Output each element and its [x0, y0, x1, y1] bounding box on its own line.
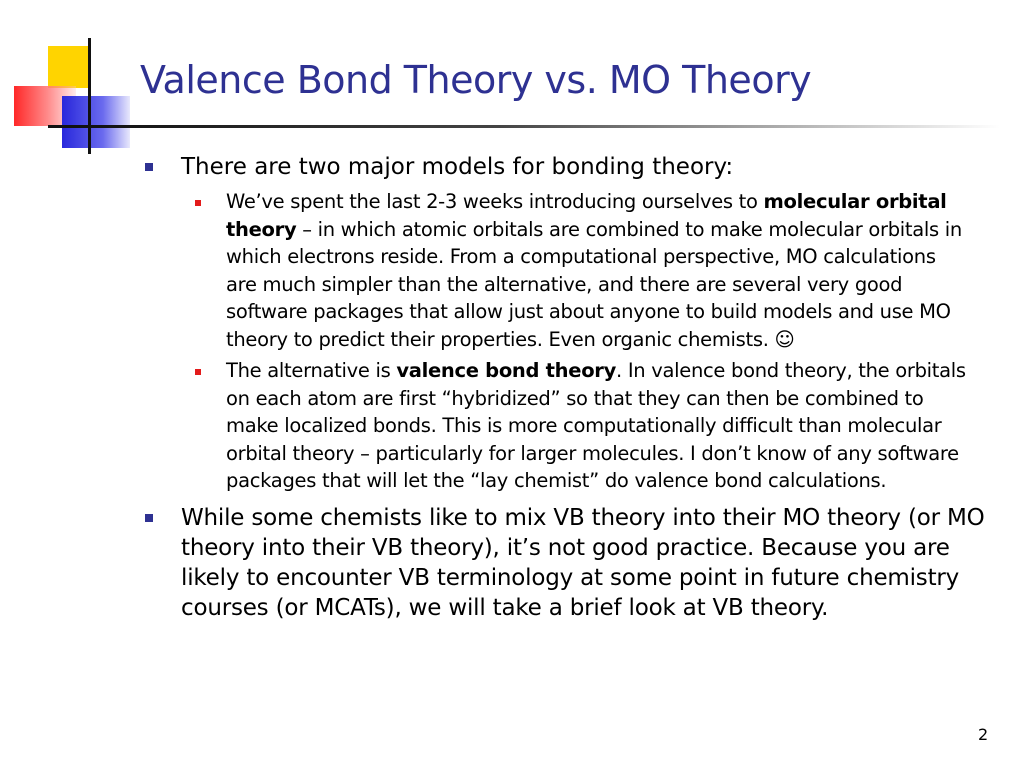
bullet-level1: [145, 503, 1005, 623]
bullet-level2: [181, 188, 971, 353]
bullet-text: There are two major models for bonding theory:: [181, 154, 734, 180]
square-bullet-icon: [145, 514, 153, 522]
sub-bullet-list: [181, 188, 971, 495]
slide-logo-decoration: [0, 0, 140, 160]
bullet-text-bold: molecular orbital theory: [226, 190, 947, 241]
slide-body: [145, 152, 1005, 623]
square-bullet-icon: [145, 163, 153, 171]
bullet-text-post: – in which atomic orbitals are combined to make molecular orbitals in which electrons reside. From a computational perspective, MO calculations are much simpler than the alternative, and there are several very good software packages that allow just about anyone to build models and use MO theory to predict their properties. Even organic chemists. ☺: [226, 217, 962, 351]
title-underline-rule: [90, 125, 1000, 128]
slide-title: Valence Bond Theory vs. MO Theory: [140, 58, 812, 102]
bullet-text-bold: valence bond theory: [396, 359, 617, 382]
bullet-text: While some chemists like to mix VB theory into their MO theory (or MO theory into their VB theory), it’s not good practice. Because you are likely to encounter VB terminology at some point in future chemistry courses (or MCATs), we will take a brief look at VB theory.: [181, 504, 985, 621]
square-bullet-icon: [195, 369, 201, 375]
bullet-text-pre: The alternative is: [226, 359, 397, 382]
page-number: 2: [978, 725, 989, 744]
logo-yellow-square: [48, 46, 90, 88]
logo-vertical-line: [88, 38, 91, 154]
bullet-level1: [145, 152, 1005, 182]
bullet-text-post: . In valence bond theory, the orbitals on each atom are first “hybridized” so that they can then be combined to make localized bonds. This is more computationally difficult than molecular orbital theory – particularly for larger molecules. I don’t know of any software packages that will let the “lay chemist” do valence bond calculations.: [226, 359, 966, 492]
bullet-text-pre: We’ve spent the last 2-3 weeks introducing ourselves to: [226, 190, 764, 213]
logo-blue-square: [62, 96, 130, 148]
square-bullet-icon: [195, 200, 201, 206]
bullet-level2: [181, 357, 971, 495]
